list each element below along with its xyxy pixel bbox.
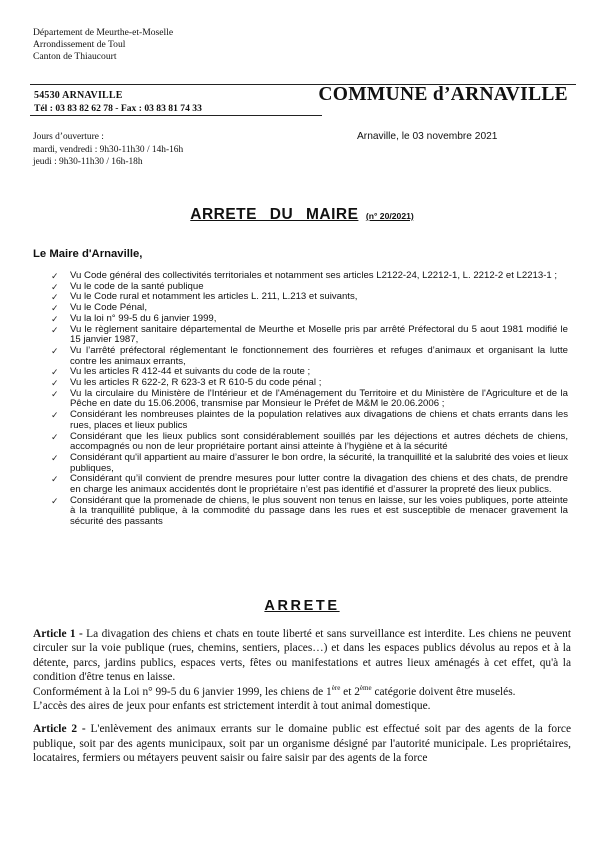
arrondissement-line: Arrondissement de Toul <box>33 39 126 50</box>
vu-item <box>46 410 568 431</box>
title-number: (n° 20/2021) <box>365 211 414 221</box>
vu-item-text: Vu les articles R 412-44 et suivants du code de la route ; <box>70 366 311 378</box>
article-text: L'enlèvement des animaux errants sur le domaine public est effectué soit par des agents de la force publique, soit par des agents municipaux, soit par un organisme désigné par l'autorité municipale. Les propriétaires, locataires, fermiers ou métayers peuvent saisir ou faire saisir par des agents de la force <box>33 723 571 765</box>
ordinal-sup: ère <box>331 683 341 692</box>
vu-list <box>46 271 568 528</box>
checkmark-icon: ✓ <box>51 367 59 378</box>
ordinal-sup: ème <box>359 683 372 692</box>
article-label: Article 1 - <box>33 628 83 640</box>
checkmark-icon: ✓ <box>51 271 59 281</box>
checkmark-icon: ✓ <box>51 495 59 506</box>
checkmark-icon: ✓ <box>51 345 59 356</box>
vu-item <box>46 389 568 410</box>
canton-line: Canton de Thiaucourt <box>33 51 117 62</box>
checkmark-icon: ✓ <box>51 281 59 292</box>
loi-text: et 2 <box>340 685 360 698</box>
loi-text: catégorie doivent être muselés. <box>371 685 516 698</box>
checkmark-icon: ✓ <box>51 410 59 421</box>
vu-item-text: Vu le règlement sanitaire départemental de Meurthe et Moselle pris par arrêté Préfectoral du 5 aout 1981 modifié le 15 janvier 1987, <box>70 323 568 346</box>
vu-item <box>46 346 568 367</box>
title-main: ARRETE DU MAIRE <box>190 206 359 223</box>
vu-item <box>46 496 568 528</box>
vu-item-text: Considérant qu'il appartient au maire d’assurer le bon ordre, la sécurité, la tranquillité et la salubrité des voies et lieux publiques, <box>70 451 568 474</box>
checkmark-icon: ✓ <box>51 474 59 485</box>
checkmark-icon: ✓ <box>51 452 59 463</box>
vu-item-text: Vu le Code Pénal, <box>70 302 147 314</box>
checkmark-icon: ✓ <box>51 324 59 335</box>
vu-item-text: Vu le Code rural et notamment les articles L. 211, L.213 et suivants, <box>70 291 358 303</box>
article-1 <box>33 627 571 685</box>
checkmark-icon: ✓ <box>51 313 59 324</box>
articles-body <box>33 627 571 766</box>
article-1-jeux: L’accès des aires de jeux pour enfants est strictement interdit à tout animal domestique. <box>33 700 431 713</box>
vu-item <box>46 474 568 495</box>
department-header <box>33 27 173 63</box>
checkmark-icon: ✓ <box>51 378 59 389</box>
vu-item <box>46 453 568 474</box>
vu-item-text: Vu le code de la santé publique <box>70 280 204 292</box>
article-1-loi <box>33 685 571 699</box>
vu-item-text: Vu les articles R 622-2, R 623-3 et R 610-5 du code pénal ; <box>70 377 322 389</box>
article-text: La divagation des chiens et chats en toute liberté et sans surveillance est interdite. Les chiens ne peuvent circuler sur la voie publique (rues, chemins, sentiers, places…) et dans les espaces publics dévolus au repos et à la détente, parcs, jardins publics, espaces verts, fêtes ou manifestations et autres lieux aménagés à cet effet, qu'à la condition d'être tenus en laisse. <box>33 628 571 684</box>
opening-hours <box>33 131 183 169</box>
vu-item <box>46 432 568 453</box>
document-title <box>0 206 604 224</box>
article-2 <box>33 722 571 765</box>
vu-item <box>46 325 568 346</box>
postal-address: 54530 ARNAVILLE <box>34 90 123 101</box>
commune-banner <box>30 84 576 116</box>
checkmark-icon: ✓ <box>51 303 59 314</box>
loi-text: Conformément à la Loi n° 99-5 du 6 janvier 1999, les chiens de 1 <box>33 685 332 698</box>
vu-item-text: Vu la loi n° 99-5 du 6 janvier 1999, <box>70 312 217 324</box>
opening-hours-line: mardi, vendredi : 9h30-11h30 / 14h-16h <box>33 144 184 155</box>
vu-item-text: Vu l’arrêté préfectoral réglementant le fonctionnement des fourrières et refuges d’animaux et organisant la lutte contre les animaux errants, <box>70 344 568 367</box>
checkmark-icon: ✓ <box>51 431 59 442</box>
departement-line: Département de Meurthe-et-Moselle <box>33 27 174 38</box>
vu-item-text: Vu la circulaire du Ministère de l'Intérieur et de l'Aménagement du Territoire et du Ministère de l'Agriculture et de la Pêche en date du 15.06.2006, transmise par Monsieur le Préfet de M&M le 20.06.2006 ; <box>70 387 568 410</box>
vu-item-text: Considérant qu’il convient de prendre mesures pour lutter contre la divagation des chiens et des chats, de prendre en charge les animaux accidentés dont le propriétaire n’est pas identifié et d’assurer la propreté des lieux publics. <box>70 473 568 496</box>
checkmark-icon: ✓ <box>51 292 59 303</box>
article-label: Article 2 - <box>33 723 86 736</box>
vu-item-text: Considérant que les lieux publics sont considérablement souillés par les déjections et autres déchets de chiens, accompagnés ou non de leur propriétaire portant ainsi atteinte à l’hygiène et à la sécurité <box>70 430 568 453</box>
banner-bottom-rule <box>30 115 322 116</box>
opening-hours-line: jeudi : 9h30-11h30 / 16h-18h <box>33 157 143 168</box>
maire-heading: Le Maire d'Arnaville, <box>33 248 143 260</box>
document-date: Arnaville, le 03 novembre 2021 <box>357 131 498 142</box>
arrete-heading: ARRETE <box>264 598 340 614</box>
vu-item-text: Vu Code général des collectivités territoriales et notamment ses articles L2122-24, L2212-1, L. 2212-2 et L2213-1 ; <box>70 270 558 281</box>
commune-name: COMMUNE d’ARNAVILLE <box>318 84 568 105</box>
vu-item-text: Considérant que la promenade de chiens, le plus souvent non tenus en laisse, sur les voies publiques, porte atteinte à la tranquillité publique, à la commodité du passage dans les rues et est susceptible de menacer gravement la sécurité des passants <box>70 494 568 528</box>
checkmark-icon: ✓ <box>51 388 59 399</box>
vu-item-text: Considérant les nombreuses plaintes de la population relatives aux divagations de chiens et chats errants dans les rues, places et lieux publics <box>70 409 568 431</box>
contact-line: Tél : 03 83 82 62 78 - Fax : 03 83 81 74 33 <box>34 103 202 114</box>
opening-hours-title: Jours d’ouverture : <box>33 132 104 142</box>
